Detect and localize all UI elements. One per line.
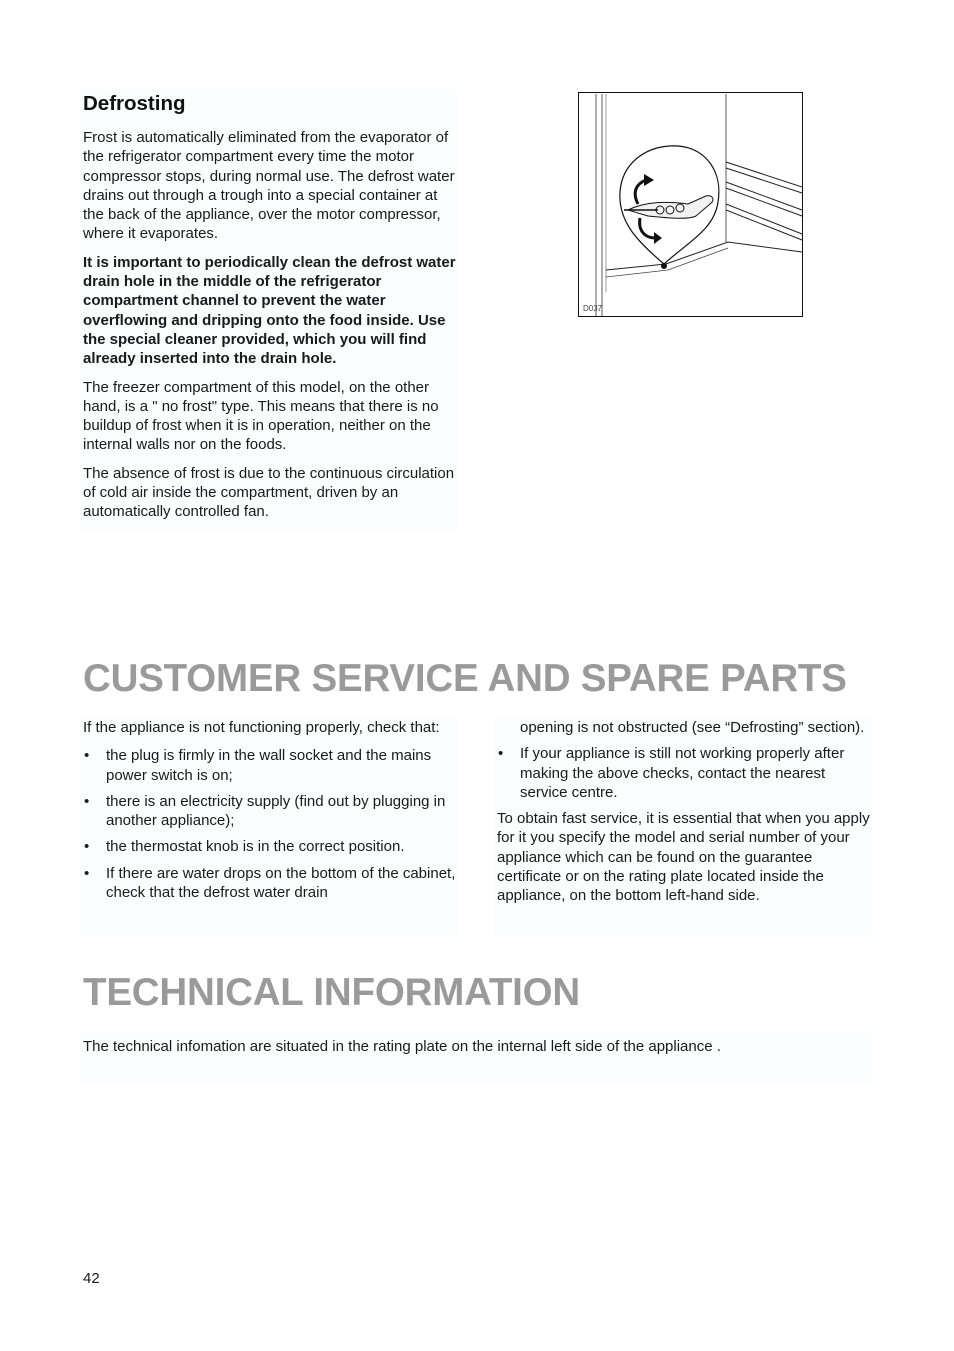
drain-cleaning-illustration [578, 92, 803, 317]
check-list-continued [497, 744, 872, 802]
customer-service-intro: If the appliance is not functioning properly, check that: [83, 719, 440, 736]
defrosting-section [80, 90, 458, 532]
list-item: • If your appliance is still not working properly after making the above checks, contact the nearest service centre. [498, 745, 845, 801]
refrigerator-interior-drawing [578, 92, 803, 317]
continued-bullet-text: opening is not obstructed (see “Defrosting” section). [520, 719, 865, 736]
check-list [83, 746, 458, 902]
figure-code-label: D037 [583, 304, 603, 313]
technical-information-text: The technical infomation are situated in the rating plate on the internal left side of the appliance . [83, 1038, 721, 1055]
list-item: • If there are water drops on the bottom of the cabinet, check that the defrost water drain [84, 864, 456, 902]
defrosting-heading: Defrosting [83, 92, 186, 115]
technical-information-title: TECHNICAL INFORMATION [83, 971, 580, 1014]
bullet-icon: • [498, 745, 504, 763]
bullet-icon: • [84, 838, 90, 856]
bullet-icon: • [84, 792, 90, 810]
bullet-icon: • [84, 747, 90, 765]
list-item: • the plug is firmly in the wall socket and the mains power switch is on; [84, 747, 432, 784]
list-item: • the thermostat knob is in the correct position. [84, 838, 405, 856]
defrosting-paragraph-3: The freezer compartment of this model, on the other hand, is a " no frost" type. This means that there is no buildup of frost when it is in operation, neither on the internal walls nor on the foods. [83, 378, 439, 454]
customer-service-title: CUSTOMER SERVICE AND SPARE PARTS [83, 657, 847, 700]
customer-service-left-column [80, 716, 458, 938]
list-item: • there is an electricity supply (find out by plugging in another appliance); [84, 792, 446, 830]
bullet-icon: • [84, 864, 90, 882]
defrosting-paragraph-1: Frost is automatically eliminated from the evaporator of the refrigerator compartment every time the motor compressor stops, during normal use. The defrost water drains out through a trough into a special container at the back of the appliance, over the motor compressor, where it evaporates. [83, 129, 455, 243]
page-number: 42 [83, 1270, 100, 1287]
defrosting-warning-paragraph: It is important to periodically clean the defrost water drain hole in the middle of the refrigerator compartment channel to prevent the water overflowing and dripping onto the food inside. Use the special cleaner provided, which you will find already inserted into the drain hole. [83, 253, 456, 368]
technical-information-block [80, 1034, 872, 1084]
customer-service-right-column [494, 716, 872, 938]
defrosting-paragraph-4: The absence of frost is due to the continuous circulation of cold air inside the compartment, driven by an automatically controlled fan. [83, 464, 455, 521]
customer-service-closing: To obtain fast service, it is essential that when you apply for it you specify the model and serial number of your appliance which can be found on the guarantee certificate or on the rating plate located inside the appliance, on the bottom left-hand side. [497, 810, 870, 905]
